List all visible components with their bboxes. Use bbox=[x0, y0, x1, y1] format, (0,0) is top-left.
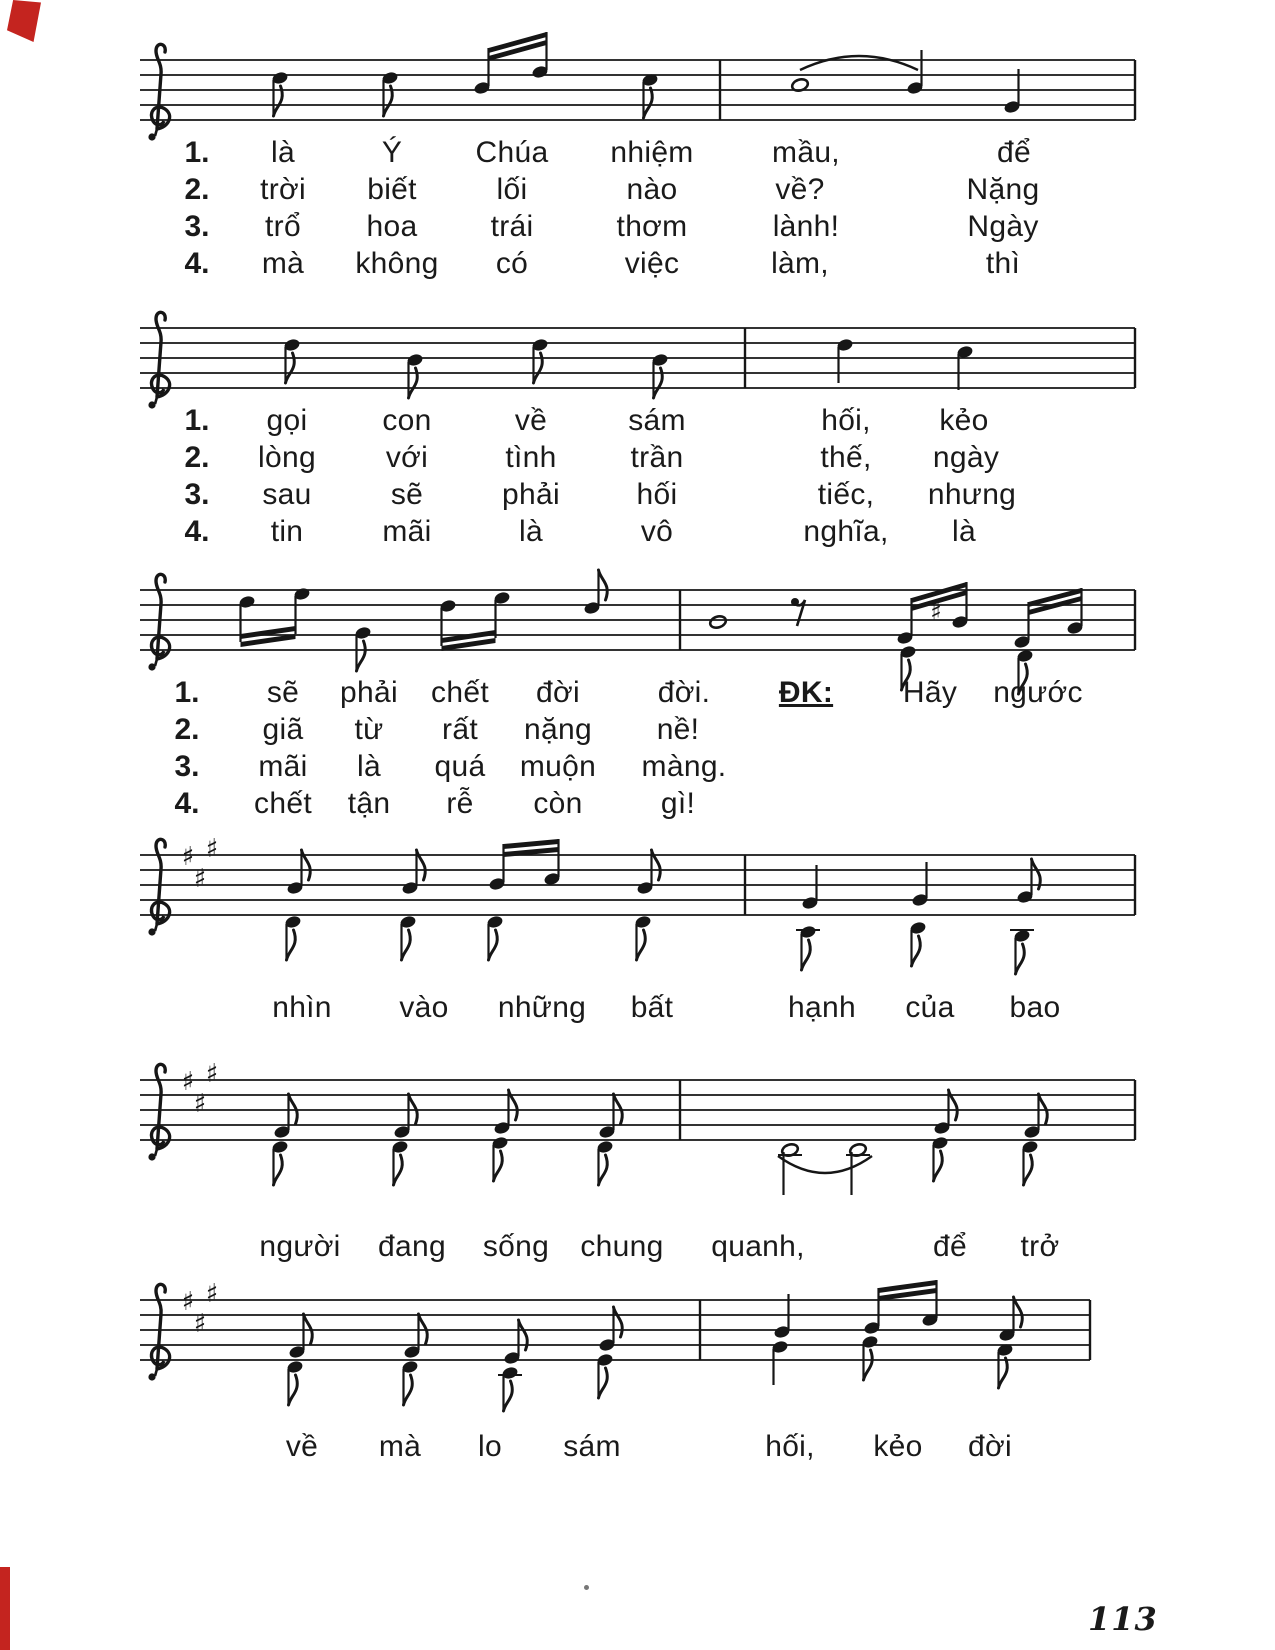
svg-text:♯: ♯ bbox=[930, 598, 942, 626]
lyric-word: về bbox=[285, 1430, 319, 1463]
lyric-word: nhưng bbox=[927, 478, 1017, 511]
lyric-word: con bbox=[382, 404, 432, 437]
lyric-word: những bbox=[497, 991, 587, 1024]
staff bbox=[140, 312, 1135, 408]
lyric-word: ngước bbox=[993, 676, 1083, 709]
lyric-word: kẻo bbox=[873, 1430, 923, 1463]
svg-text:♯: ♯ bbox=[205, 1279, 219, 1309]
lyric-word: nhìn bbox=[272, 991, 332, 1024]
svg-text:♯: ♯ bbox=[193, 1309, 207, 1339]
lyric-word: tận bbox=[347, 787, 391, 820]
lyric-word: để bbox=[997, 136, 1031, 169]
lyric-word: nghĩa, bbox=[803, 515, 889, 548]
lyric-word: mà bbox=[261, 247, 305, 280]
lyric-word: sau bbox=[262, 478, 312, 511]
lyric-word: việc bbox=[624, 247, 680, 280]
lyric-word: Ý bbox=[381, 136, 403, 169]
lyric-word: có bbox=[495, 247, 529, 280]
lyric-word: kẻo bbox=[939, 404, 989, 437]
lyric-word: chung bbox=[580, 1230, 664, 1263]
lyric-word: phải bbox=[340, 676, 398, 709]
lyric-word: Chúa bbox=[475, 136, 549, 169]
svg-text:♯: ♯ bbox=[181, 842, 195, 872]
lyric-word: chết bbox=[254, 787, 312, 820]
verse-number: 1. bbox=[174, 676, 200, 709]
lyric-word: lo bbox=[478, 1430, 502, 1463]
lyric-word: mãi bbox=[382, 515, 432, 548]
lyric-word: nặng bbox=[524, 713, 592, 746]
staff bbox=[140, 1279, 1090, 1411]
lyric-word: là bbox=[271, 136, 295, 169]
lyric-word: gọi bbox=[266, 404, 308, 437]
lyric-word: sẽ bbox=[266, 676, 300, 709]
svg-text:♯: ♯ bbox=[193, 1089, 207, 1119]
lyric-word: rễ bbox=[446, 787, 474, 820]
lyric-word: Ngày bbox=[967, 210, 1039, 243]
lyric-word: lành! bbox=[772, 210, 840, 243]
lyric-word: hạnh bbox=[788, 991, 856, 1024]
svg-text:♯: ♯ bbox=[205, 834, 219, 864]
svg-text:♯: ♯ bbox=[181, 1287, 195, 1317]
lyric-word: bao bbox=[1009, 991, 1061, 1024]
lyric-word: làm, bbox=[771, 247, 829, 280]
verse-number: 4. bbox=[174, 787, 200, 820]
lyric-word: Hãy bbox=[902, 676, 958, 709]
svg-text:♯: ♯ bbox=[205, 1059, 219, 1089]
lyric-word: hối, bbox=[821, 404, 871, 437]
lyric-word: muộn bbox=[519, 750, 597, 783]
lyric-word: sám bbox=[563, 1430, 621, 1463]
verse-number: 1. bbox=[184, 136, 210, 169]
lyric-word: sống bbox=[482, 1230, 550, 1263]
lyric-word: phải bbox=[502, 478, 560, 511]
lyric-word: đời bbox=[968, 1430, 1012, 1463]
refrain-label: ĐK: bbox=[778, 676, 834, 709]
lyric-word: Nặng bbox=[966, 173, 1040, 206]
lyric-word: nào bbox=[626, 173, 678, 206]
lyric-word: sám bbox=[628, 404, 686, 437]
lyric-word: về bbox=[514, 404, 548, 437]
staff bbox=[140, 32, 1135, 141]
staff bbox=[140, 1059, 1135, 1195]
verse-number: 3. bbox=[184, 210, 210, 243]
verse-number: 4. bbox=[184, 247, 210, 280]
lyric-word: là bbox=[519, 515, 543, 548]
lyric-word: tiếc, bbox=[817, 478, 875, 511]
svg-text:♯: ♯ bbox=[181, 1067, 195, 1097]
lyric-word: nhiệm bbox=[610, 136, 694, 169]
lyric-word: về? bbox=[775, 173, 825, 206]
lyric-word: trái bbox=[490, 210, 534, 243]
lyric-word: hoa bbox=[366, 210, 418, 243]
lyric-word: nề! bbox=[656, 713, 700, 746]
lyric-word: từ bbox=[354, 713, 384, 746]
staff bbox=[140, 834, 1135, 974]
lyric-word: còn bbox=[533, 787, 583, 820]
lyric-word: trời bbox=[260, 173, 306, 206]
lyric-word: chết bbox=[431, 676, 489, 709]
svg-text:♯: ♯ bbox=[193, 864, 207, 894]
lyric-word: người bbox=[259, 1230, 341, 1263]
scan-speck bbox=[584, 1585, 589, 1590]
lyric-word: đời. bbox=[657, 676, 711, 709]
page-number: 113 bbox=[1088, 1600, 1158, 1638]
lyric-word: vô bbox=[640, 515, 674, 548]
lyric-word: thì bbox=[985, 247, 1021, 280]
verse-number: 2. bbox=[174, 713, 200, 746]
lyric-word: đời bbox=[536, 676, 580, 709]
lyric-word: thế, bbox=[820, 441, 872, 474]
lyric-word: thơm bbox=[616, 210, 688, 243]
lyric-word: trần bbox=[630, 441, 684, 474]
verse-number: 2. bbox=[184, 441, 210, 474]
verse-number: 4. bbox=[184, 515, 210, 548]
lyric-word: mà bbox=[378, 1430, 422, 1463]
verse-number: 1. bbox=[184, 404, 210, 437]
lyric-word: màng. bbox=[641, 750, 727, 783]
lyric-word: biết bbox=[367, 173, 417, 206]
lyric-word: trổ bbox=[265, 210, 301, 243]
lyric-word: với bbox=[385, 441, 429, 474]
lyric-word: sẽ bbox=[390, 478, 424, 511]
lyric-word: lối bbox=[496, 173, 528, 206]
lyric-word: là bbox=[357, 750, 381, 783]
lyric-word: quanh, bbox=[711, 1230, 805, 1263]
lyric-word: hối bbox=[636, 478, 678, 511]
lyric-word: mầu, bbox=[772, 136, 840, 169]
lyric-word: tình bbox=[505, 441, 557, 474]
lyric-word: tin bbox=[270, 515, 304, 548]
lyric-word: trở bbox=[1020, 1230, 1060, 1263]
lyric-word: lòng bbox=[258, 441, 316, 474]
lyric-word: gì! bbox=[660, 787, 696, 820]
lyric-word: bất bbox=[630, 991, 674, 1024]
lyric-word: mãi bbox=[258, 750, 308, 783]
verse-number: 3. bbox=[184, 478, 210, 511]
lyric-word: giã bbox=[262, 713, 304, 746]
verse-number: 3. bbox=[174, 750, 200, 783]
lyric-word: đang bbox=[378, 1230, 446, 1263]
lyric-word: là bbox=[952, 515, 976, 548]
lyric-word: không bbox=[355, 247, 439, 280]
lyric-word: ngày bbox=[932, 441, 1000, 474]
lyric-word: của bbox=[905, 991, 955, 1024]
lyric-word: để bbox=[933, 1230, 967, 1263]
lyric-word: rất bbox=[442, 713, 478, 746]
lyric-word: vào bbox=[399, 991, 449, 1024]
lyric-word: quá bbox=[434, 750, 486, 783]
lyric-word: hối, bbox=[765, 1430, 815, 1463]
verse-number: 2. bbox=[184, 173, 210, 206]
